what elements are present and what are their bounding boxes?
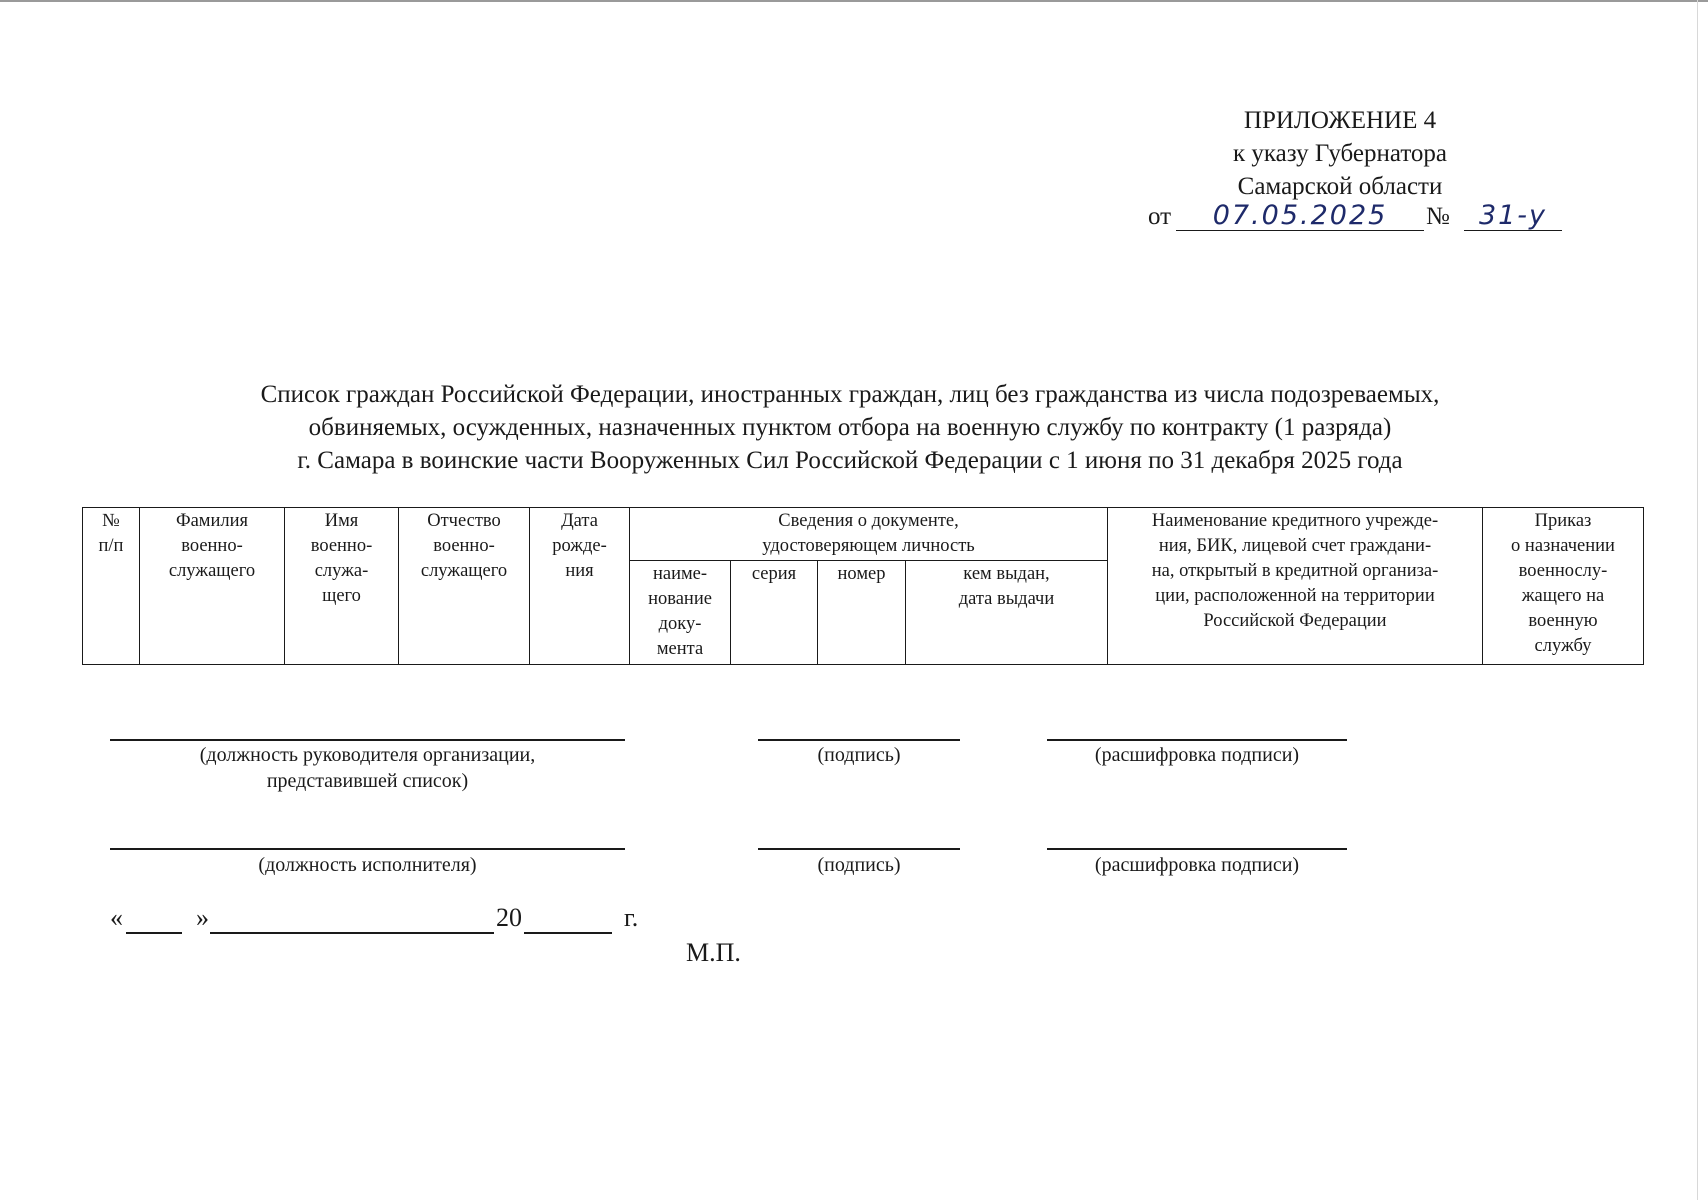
century-label: 20: [496, 903, 522, 932]
decoding-line-2: [1047, 848, 1347, 850]
number-label: №: [1426, 203, 1450, 230]
decoding-caption-2: (расшифровка подписи): [1094, 854, 1300, 876]
executor-position-line: [110, 848, 625, 850]
header-doc-series: серия: [731, 561, 818, 665]
header-doc-number: номер: [818, 561, 906, 665]
open-quote: «: [110, 903, 123, 932]
title-line-3: г. Самара в воинские части Вооруженных Сил Российской Федерации с 1 июня по 31 декабря 2025 года: [297, 447, 1403, 474]
year-suffix: г.: [624, 903, 639, 932]
executor-position-caption: (должность исполнителя): [258, 854, 477, 876]
decoding-line-1: [1047, 739, 1347, 741]
header-number: № п/п: [83, 508, 140, 665]
appendix-line-decree: к указу Губернатора: [1232, 140, 1448, 167]
header-identity-document: Сведения о документе, удостоверяющем личность: [630, 508, 1108, 561]
header-doc-name: наиме- нование доку- мента: [630, 561, 731, 665]
handwritten-date: 07.05.2025: [1176, 200, 1424, 231]
head-position-line: [110, 739, 625, 741]
month-blank: [210, 932, 494, 934]
citizens-table: [82, 507, 1644, 665]
header-name: Имя военно- служа- щего: [285, 508, 399, 665]
title-line-1: Список граждан Российской Федерации, иностранных граждан, лиц без гражданства из числа подозреваемых,: [260, 381, 1440, 408]
handwritten-number: 31-у: [1464, 200, 1562, 231]
header-bank-account: Наименование кредитного учрежде- ния, БИК, лицевой счет граждани- на, открытый в кредитной организа- ции, расположенной на территории Российской Федерации: [1108, 508, 1483, 665]
decoding-caption-1: (расшифровка подписи): [1094, 744, 1300, 766]
date-fill-block: [110, 903, 650, 939]
appendix-header: [1180, 104, 1500, 203]
head-position-caption: (должность руководителя организации, представившей список): [199, 744, 536, 792]
signature-caption-2: (подпись): [817, 854, 901, 876]
date-label: от: [1148, 203, 1172, 230]
appendix-title: ПРИЛОЖЕНИЕ 4: [1243, 107, 1437, 134]
day-blank: [126, 932, 182, 934]
header-doc-issued: кем выдан, дата выдачи: [906, 561, 1108, 665]
year-blank: [524, 932, 612, 934]
signature-line-1: [758, 739, 960, 741]
stamp-place-label: М.П.: [686, 938, 741, 967]
title-line-2: обвиняемых, осужденных, назначенных пунктом отбора на военную службу по контракту (1 разряда): [308, 414, 1392, 441]
header-surname: Фамилия военно- служащего: [140, 508, 285, 665]
appendix-line-region: Самарской области: [1237, 173, 1443, 200]
header-patronymic: Отчество военно- служащего: [399, 508, 530, 665]
document-title: [100, 378, 1600, 477]
page-right-edge: [1697, 0, 1698, 1200]
header-birthdate: Дата рожде- ния: [530, 508, 630, 665]
signature-caption-1: (подпись): [817, 744, 901, 766]
close-quote: »: [196, 903, 209, 932]
signature-line-2: [758, 848, 960, 850]
header-appointment-order: Приказ о назначении военнослу- жащего на военную службу: [1483, 508, 1644, 665]
page-top-edge: [0, 0, 1708, 2]
